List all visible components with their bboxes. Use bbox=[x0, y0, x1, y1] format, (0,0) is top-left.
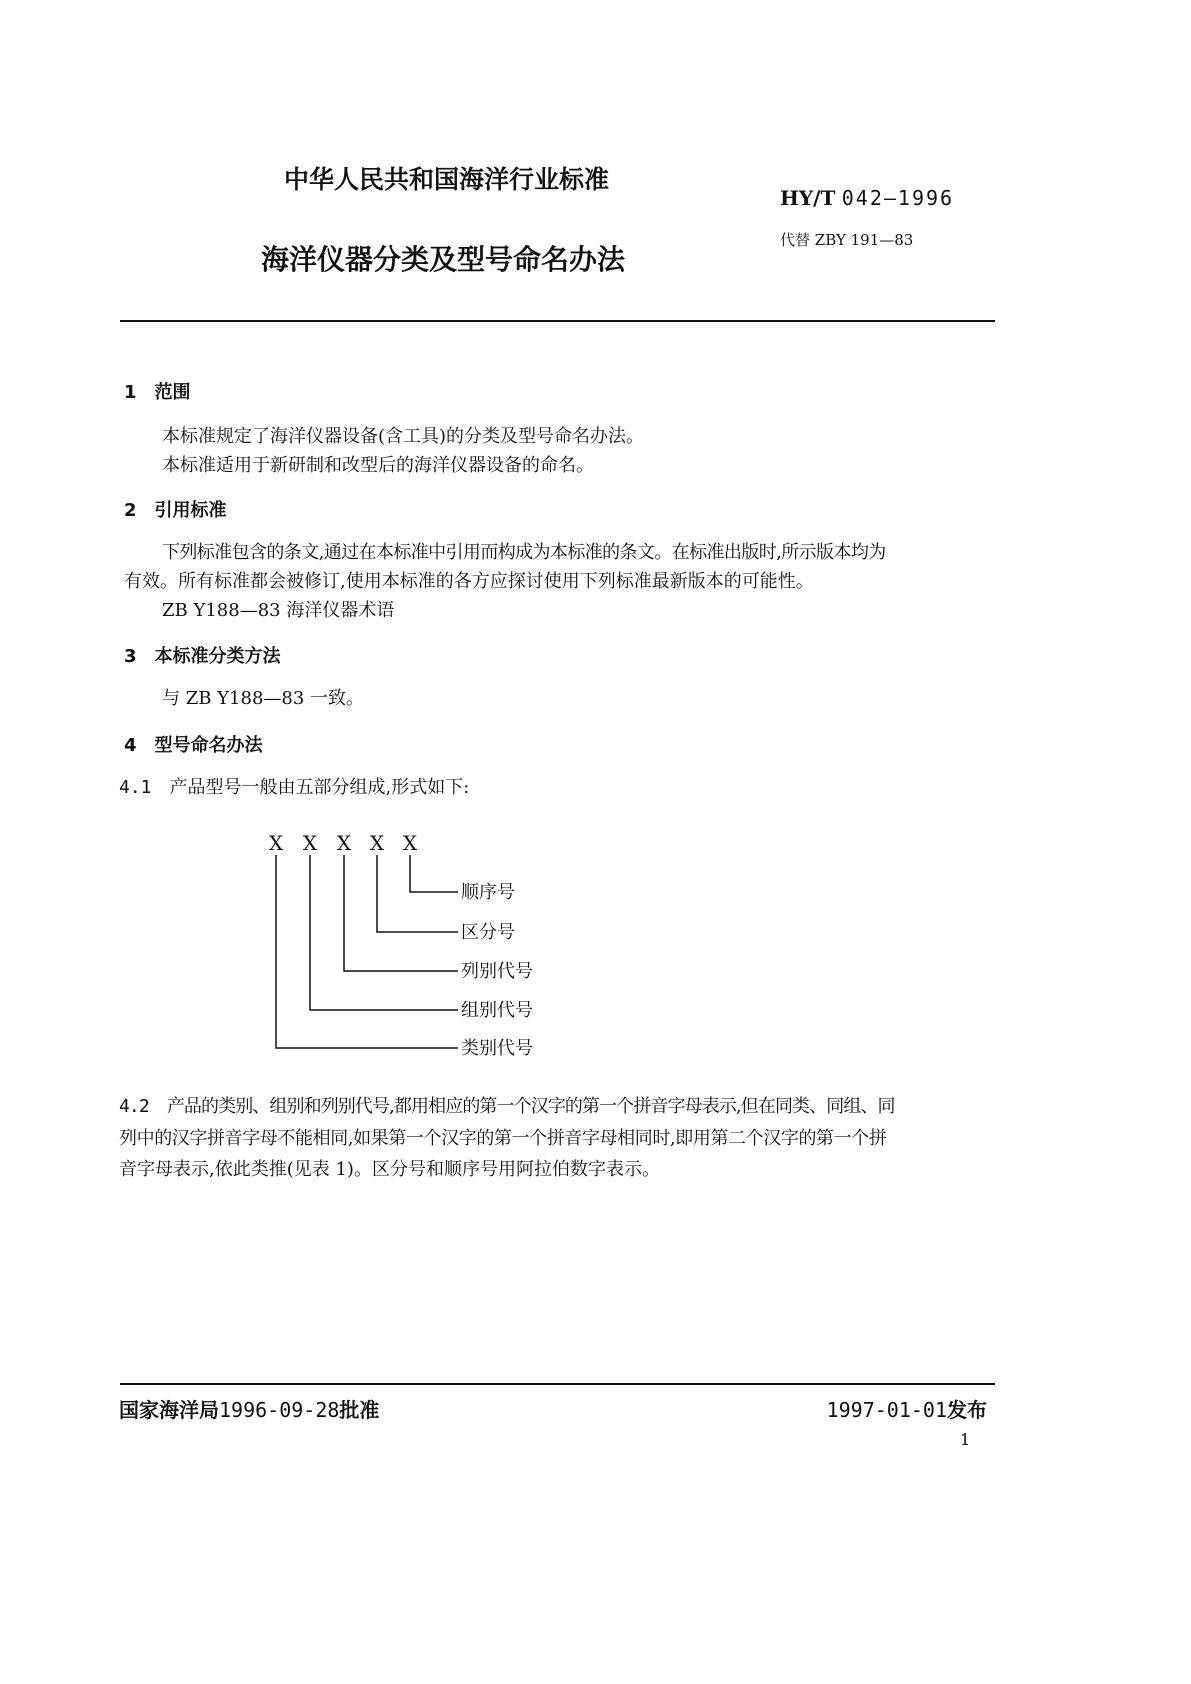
section-number: 1 bbox=[124, 382, 137, 403]
paragraph: 有效。所有标准都会被修订,使用本标准的各方应探讨使用下列标准最新版本的可能性。 bbox=[124, 571, 814, 592]
connector-line bbox=[410, 855, 458, 892]
connector-line bbox=[377, 855, 458, 932]
diagram-label: 顺序号 bbox=[461, 882, 515, 903]
release-line bbox=[827, 1394, 987, 1423]
section-title: 范围 bbox=[154, 382, 191, 403]
clause-line: 音字母表示,依此类推(见表 1)。区分号和顺序号用阿拉伯数字表示。 bbox=[119, 1159, 660, 1180]
standard-number: 042—1996 bbox=[841, 186, 955, 210]
connector-line bbox=[276, 855, 458, 1048]
diagram-letter: X bbox=[336, 831, 352, 855]
diagram-letter: X bbox=[402, 831, 418, 855]
page-number: 1 bbox=[960, 1430, 971, 1449]
clause-text: 产品型号一般由五部分组成,形式如下: bbox=[169, 777, 470, 798]
clause-4-2 bbox=[119, 1094, 895, 1120]
clause-number: 4.1 bbox=[119, 777, 152, 798]
diagram-label: 列别代号 bbox=[461, 961, 533, 982]
approval-org: 国家海洋局 bbox=[119, 1398, 219, 1422]
paragraph: 本标准适用于新研制和改型后的海洋仪器设备的命名。 bbox=[162, 455, 594, 476]
diagram-label: 类别代号 bbox=[461, 1038, 533, 1059]
paragraph: 下列标准包含的条文,通过在本标准中引用而构成为本标准的条文。在标准出版时,所示版本均为 bbox=[162, 542, 886, 563]
paragraph: 与 ZB Y188—83 一致。 bbox=[162, 688, 365, 709]
diagram-letter: X bbox=[268, 831, 284, 855]
replaces-note: 代替 ZBY 191—83 bbox=[780, 231, 914, 249]
approval-date: 1996-09-28 bbox=[219, 1398, 340, 1422]
section-title: 本标准分类方法 bbox=[154, 646, 281, 667]
diagram-label: 组别代号 bbox=[461, 1000, 533, 1021]
section-number: 3 bbox=[124, 646, 137, 667]
standard-prefix: HY/T bbox=[780, 186, 836, 210]
section-title: 型号命名办法 bbox=[154, 735, 263, 756]
clause-line: 产品的类别、组别和列别代号,都用相应的第一个汉字的第一个拼音字母表示,但在同类、同组、同 bbox=[166, 1096, 895, 1117]
section-number: 4 bbox=[124, 735, 137, 756]
clause-number: 4.2 bbox=[119, 1096, 149, 1117]
section-title: 引用标准 bbox=[154, 500, 227, 521]
release-word: 发布 bbox=[947, 1398, 987, 1422]
connector-line bbox=[344, 855, 458, 971]
clause-line: 列中的汉字拼音字母不能相同,如果第一个汉字的第一个拼音字母相同时,即用第二个汉字的第一个拼 bbox=[119, 1128, 887, 1149]
org-title: 中华人民共和国海洋行业标准 bbox=[284, 165, 610, 194]
section-number: 2 bbox=[124, 500, 137, 521]
release-date: 1997-01-01 bbox=[826, 1398, 947, 1422]
approval-word: 批准 bbox=[339, 1398, 380, 1422]
diagram-letter: X bbox=[369, 831, 385, 855]
reference-item: ZB Y188—83 海洋仪器术语 bbox=[162, 600, 395, 621]
document-title: 海洋仪器分类及型号命名办法 bbox=[261, 243, 626, 276]
approval-line bbox=[119, 1394, 379, 1423]
diagram-letter: X bbox=[302, 831, 318, 855]
footer-divider bbox=[120, 1383, 995, 1385]
paragraph: 本标准规定了海洋仪器设备(含工具)的分类及型号命名办法。 bbox=[162, 426, 645, 447]
diagram-label: 区分号 bbox=[461, 922, 515, 943]
